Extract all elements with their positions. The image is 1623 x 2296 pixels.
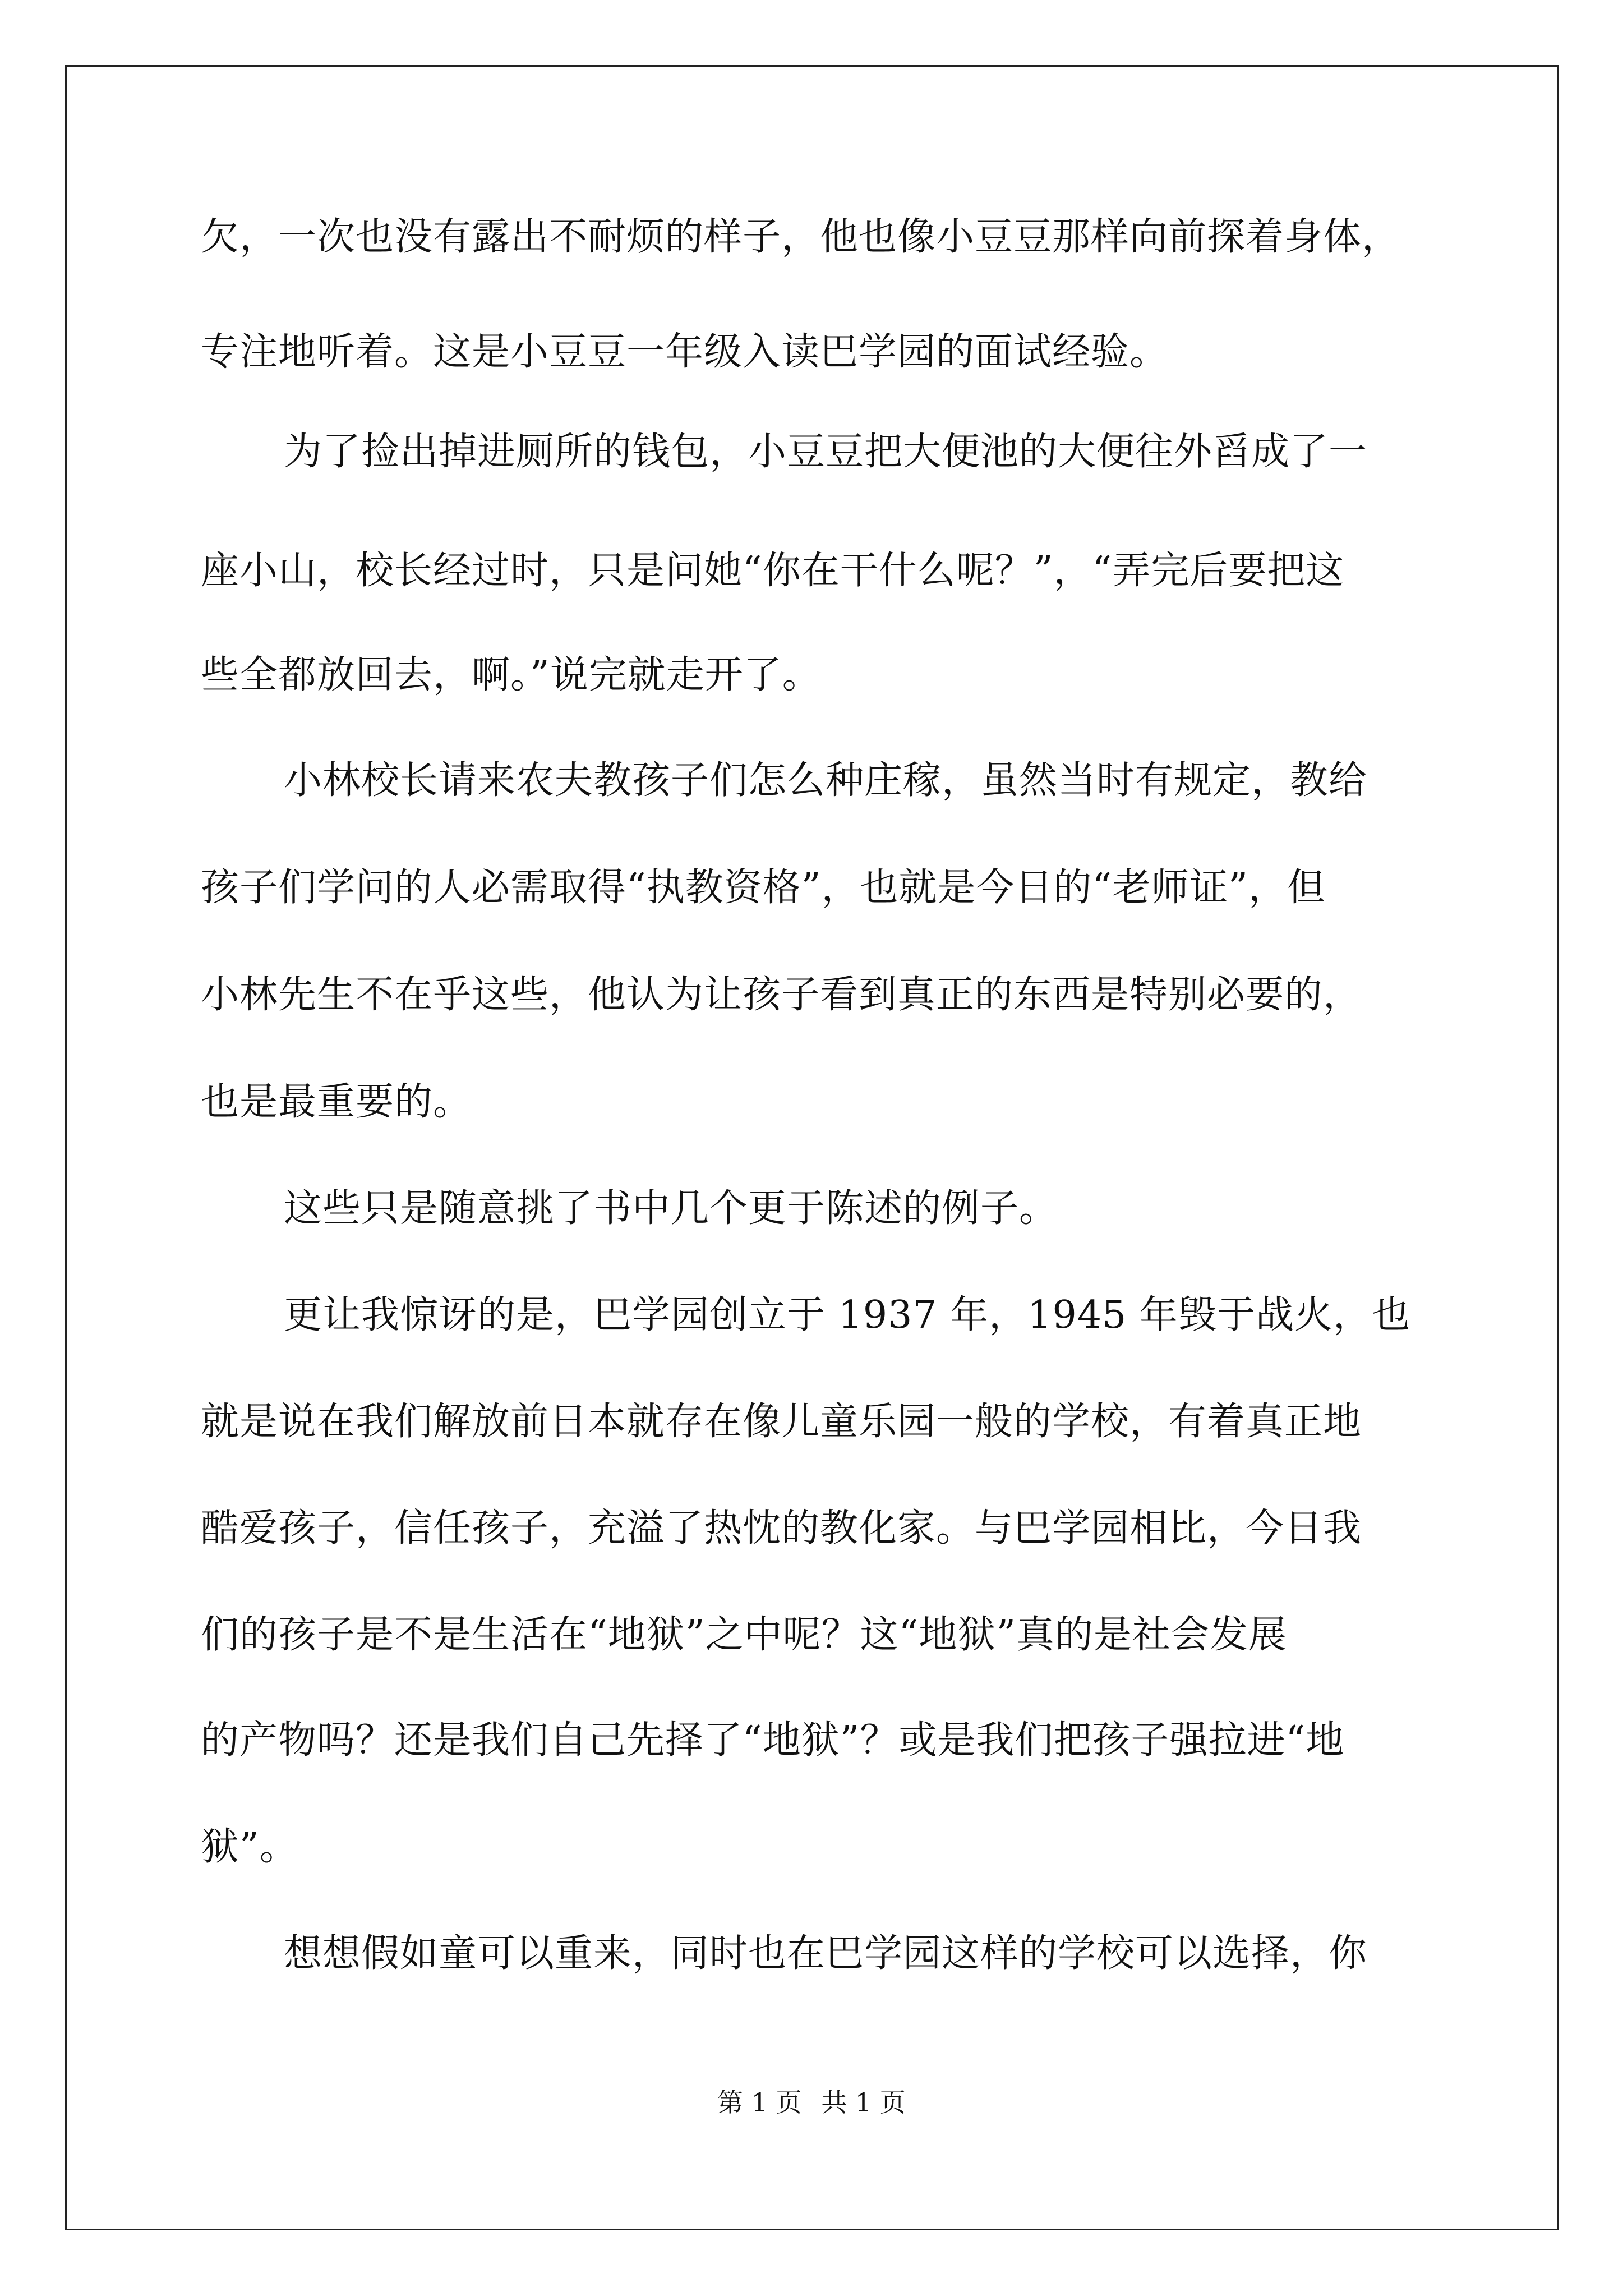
paragraph-start-line: 更让我惊讶的是，巴学园创立于 1937 年，1945 年毁于战火，也 (284, 1293, 1410, 1337)
paragraph-start-line: 想想假如童可以重来，同时也在巴学园这样的学校可以选择，你 (284, 1931, 1368, 1976)
text-line: 欠，一次也没有露出不耐烦的样子，他也像小豆豆那样向前探着身体， (201, 215, 1401, 259)
text-line: 们的孩子是不是生活在“地狱”之中呢？这“地狱”真的是社会发展 (201, 1613, 1288, 1657)
page-border (65, 65, 1559, 2230)
page-footer (0, 2086, 1623, 2119)
text-line: 些全都放回去，啊。”说完就走开了。 (201, 653, 821, 697)
text-line: 孩子们学问的人必需取得“执教资格”，也就是今日的“老师证”，但 (201, 866, 1326, 910)
paragraph-start-line: 小林校长请来农夫教孩子们怎么种庄稼，虽然当时有规定，教给 (284, 758, 1368, 803)
page-number: 第 1 页 (717, 2087, 802, 2118)
text-line: 也是最重要的。 (201, 1080, 472, 1124)
page-total: 共 1 页 (821, 2087, 906, 2118)
text-line: 狱”。 (201, 1825, 298, 1869)
paragraph-start-line: 这些只是随意挑了书中几个更于陈述的例子。 (284, 1186, 1058, 1231)
text-line: 专注地听着。这是小豆豆一年级入读巴学园的面试经验。 (201, 330, 1169, 374)
text-line: 就是说在我们解放前日本就存在像儿童乐园一般的学校，有着真正地 (201, 1400, 1362, 1444)
text-line: 酷爱孩子，信任孩子，充溢了热忱的教化家。与巴学园相比，今日我 (201, 1506, 1362, 1550)
paragraph-start-line: 为了捡出掉进厕所的钱包，小豆豆把大便池的大便往外舀成了一 (284, 430, 1368, 474)
text-line: 小林先生不在乎这些，他认为让孩子看到真正的东西是特别必要的， (201, 973, 1362, 1017)
text-line: 座小山，校长经过时，只是问她“你在干什么呢？”，“弄完后要把这 (201, 549, 1345, 593)
text-line: 的产物吗？还是我们自己先择了“地狱”？或是我们把孩子强拉进“地 (201, 1718, 1345, 1763)
